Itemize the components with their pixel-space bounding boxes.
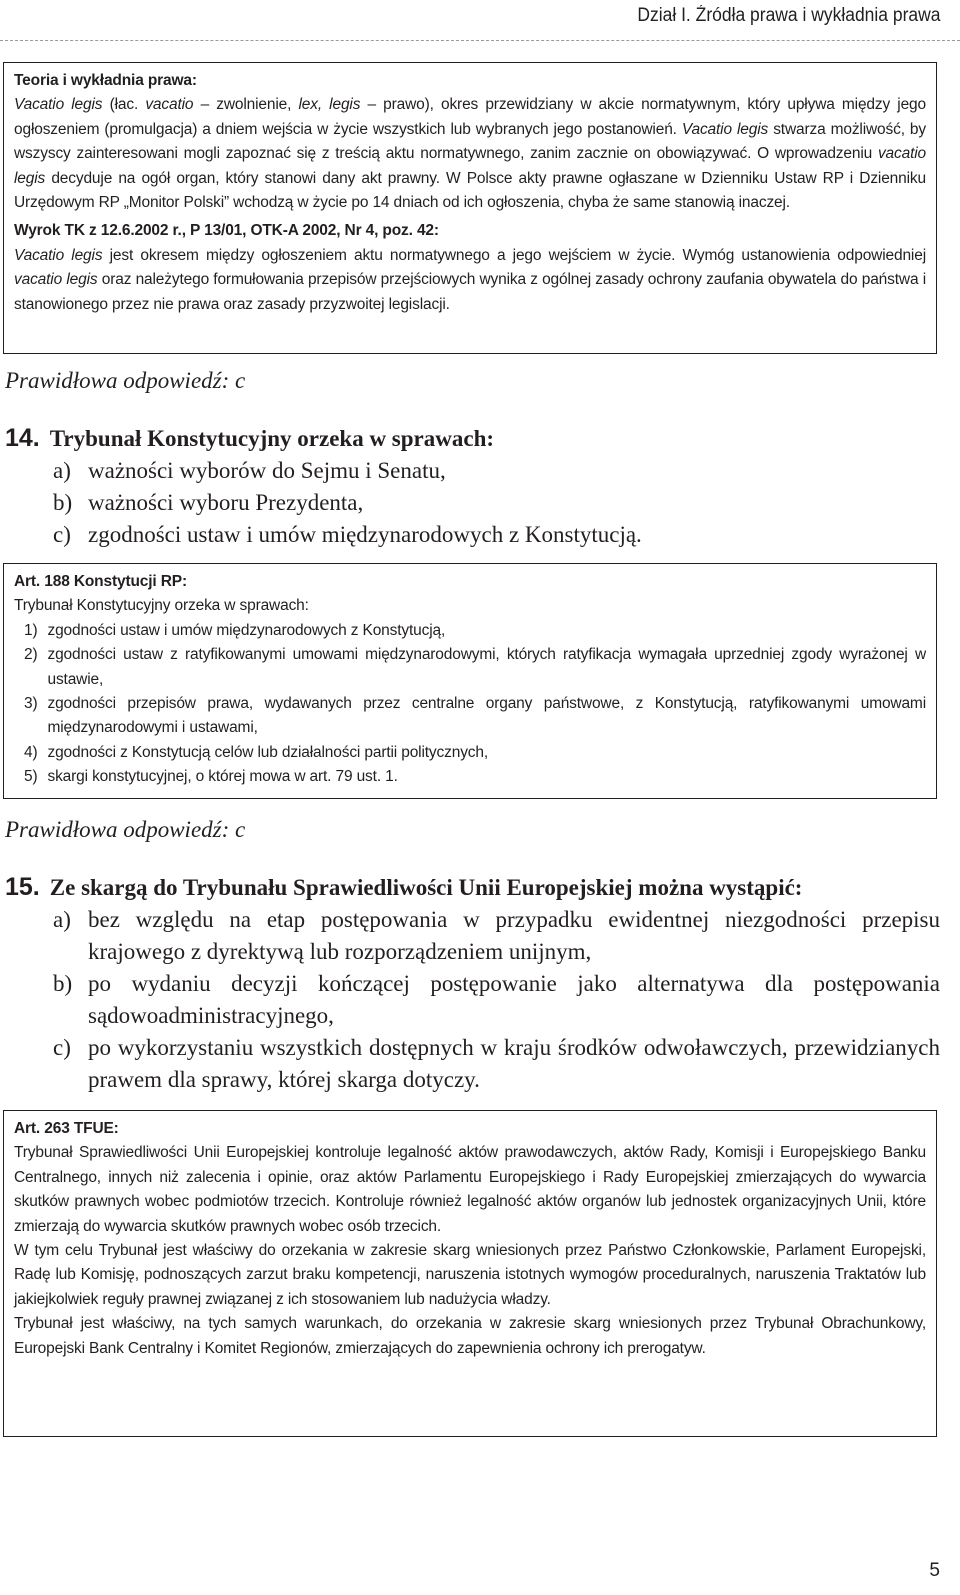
list-item: [14, 643, 926, 692]
option-letter: a): [53, 907, 71, 932]
option-text: zgodności ustaw i umów międzynarodowych z Konstytucją.: [88, 522, 642, 547]
text-run: – prawo), okres przewidziany w akcie normatywnym, który upływa między jego ogłoszeniem (promulgacja) a dniem wejścia w życie wszystkich lub wybranych jego postanowień.: [14, 96, 926, 138]
theory-box: [3, 62, 937, 354]
question-text: Trybunał Konstytucyjny orzeka w sprawach:: [49, 426, 495, 451]
option-b: [53, 968, 940, 1032]
term-italic: vacatio: [145, 96, 194, 114]
list-item: [14, 765, 926, 789]
article-263-title: Art. 263 TFUE:: [14, 1120, 119, 1137]
term-italic: lex, legis: [298, 96, 361, 114]
option-b: [53, 487, 940, 519]
running-header: Dział I. Źródła prawa i wykładnia prawa: [636, 5, 940, 26]
term-italic: Vacatio legis: [681, 120, 769, 138]
option-text: ważności wyboru Prezydenta,: [88, 490, 364, 515]
question-15-heading: [5, 871, 940, 904]
option-letter: c): [53, 522, 71, 547]
list-number: 5): [24, 768, 38, 786]
verdict-paragraph: [14, 244, 926, 317]
article-188-box: [3, 563, 937, 799]
list-item: [14, 741, 926, 765]
list-number: 3): [24, 695, 38, 713]
term-italic: Vacatio legis: [14, 96, 103, 114]
list-number: 4): [24, 743, 38, 761]
text-run: – zwolnienie,: [193, 96, 299, 114]
list-number: 2): [24, 646, 38, 664]
list-text: skargi konstytucyjnej, o której mowa w art. 79 ust. 1.: [47, 768, 398, 786]
list-text: zgodności przepisów prawa, wydawanych przez centralne organy państwowe, z Konstytucją, ratyfikowanymi umowami międzynarodowymi i ustawami,: [47, 695, 926, 737]
list-item: [14, 692, 926, 741]
text-run: stwarza możliwość, by wszyscy zainteresowani mogli zapoznać się z treścią aktu normatywnego, zanim zacznie on obowiązywać. O wprowadzeniu: [14, 120, 927, 163]
verdict-heading: Wyrok TK z 12.6.2002 r., P 13/01, OTK-A 2002, Nr 4, poz. 42:: [14, 222, 439, 240]
correct-answer-2: Prawidłowa odpowiedź: c: [5, 817, 246, 842]
question-number: 14.: [5, 424, 40, 452]
text-run: oraz należytego formułowania przepisów przejściowych wynika z ogólnej zasady ochrony zaufania obywatela do państwa i stanowionego przez nie prawa oraz zasady przyzwoitej legislacji.: [14, 271, 926, 313]
theory-box-title: Teoria i wykładnia prawa:: [14, 72, 197, 89]
article-263-paragraph: Trybunał Sprawiedliwości Unii Europejskiej kontroluje legalność aktów prawodawczych, aktów Rady, Komisji i Europejskiego Banku Centralnego, innych niż zalecenia i opinie, oraz aktów Parlamentu Europejskiego i Rady Europejskiej zmierzających do wywarcia skutków prawnych wobec podmiotów trzecich. Kontroluje również legalność aktów organów lub jednostek organizacyjnych Unii, które zmierzają do wywarcia skutków prawnych wobec osób trzecich.: [14, 1144, 926, 1235]
option-letter: b): [53, 490, 73, 515]
question-14: [5, 422, 940, 551]
text-run: decyduje na ogół organ, który stanowi dany akt prawny. W Polsce akty prawne ogłaszane w Dzienniku Ustaw RP i Dzienniku Urzędowym RP „Monitor Polski” wchodzą w życie po 14 dniach od ich ogłoszenia, chyba że same stanowią inaczej.: [14, 169, 926, 212]
text-run: (łac.: [102, 96, 146, 114]
term-italic: vacatio legis: [14, 271, 98, 289]
option-text: ważności wyborów do Sejmu i Senatu,: [88, 458, 446, 483]
option-a: [53, 904, 940, 968]
option-a: [53, 455, 940, 487]
option-c: [53, 519, 940, 551]
header-divider: [0, 40, 960, 41]
question-number: 15.: [5, 873, 40, 901]
list-text: zgodności z Konstytucją celów lub działalności partii politycznych,: [47, 743, 489, 761]
theory-paragraph: [14, 93, 926, 215]
page-number: 5: [929, 1560, 940, 1581]
list-text: zgodności ustaw i umów międzynarodowych z Konstytucją,: [47, 621, 446, 639]
question-15: [5, 871, 940, 1096]
question-text: Ze skargą do Trybunału Sprawiedliwości Unii Europejskiej można wystąpić:: [49, 875, 803, 900]
option-c: [53, 1032, 940, 1096]
correct-answer-1: Prawidłowa odpowiedź: c: [5, 368, 246, 393]
option-letter: b): [53, 971, 73, 996]
option-letter: a): [53, 458, 71, 483]
option-letter: c): [53, 1035, 71, 1060]
list-text: zgodności ustaw z ratyfikowanymi umowami międzynarodowymi, których ratyfikacja wymagała uprzedniej zgody wyrażonej w ustawie,: [47, 646, 926, 688]
text-run: jest okresem między ogłoszeniem aktu normatywnego a jego wejściem w życie. Wymóg ustanowienia odpowiedniej: [102, 246, 926, 264]
option-text: po wykorzystaniu wszystkich dostępnych w kraju środków odwoławczych, przewidzianych prawem dla sprawy, której skarga dotyczy.: [88, 1035, 940, 1092]
term-italic: vacatio legis: [14, 145, 926, 187]
article-263-paragraph: W tym celu Trybunał jest właściwy do orzekania w zakresie skarg wniesionych przez Państwo Członkowskie, Parlament Europejski, Radę lub Komisję, podnoszących zarzut braku kompetencji, naruszenia istotnych wymogów proceduralnych, naruszenia Traktatów lub jakiejkolwiek reguły prawnej związanej z ich stosowaniem lub nadużycia władzy.: [14, 1242, 926, 1308]
term-italic: Vacatio legis: [14, 246, 103, 264]
article-188-title: Art. 188 Konstytucji RP:: [14, 573, 187, 590]
option-text: bez względu na etap postępowania w przypadku ewidentnej niezgodności przepisu krajowego z dyrektywą lub rozporządzeniem unijnym,: [88, 907, 940, 964]
article-263-box: [3, 1110, 937, 1437]
question-14-heading: [5, 422, 940, 455]
list-item: [14, 619, 926, 643]
list-number: 1): [24, 621, 38, 639]
article-263-paragraph: Trybunał jest właściwy, na tych samych warunkach, do orzekania w zakresie skarg wniesionych przez Trybunał Obrachunkowy, Europejski Bank Centralny i Komitet Regionów, zmierzających do zapewnienia ochrony ich prerogatyw.: [14, 1315, 926, 1357]
option-text: po wydaniu decyzji kończącej postępowanie jako alternatywa dla postępowania sądowoadministracyjnego,: [88, 971, 940, 1028]
article-188-intro: Trybunał Konstytucyjny orzeka w sprawach:: [14, 597, 309, 615]
